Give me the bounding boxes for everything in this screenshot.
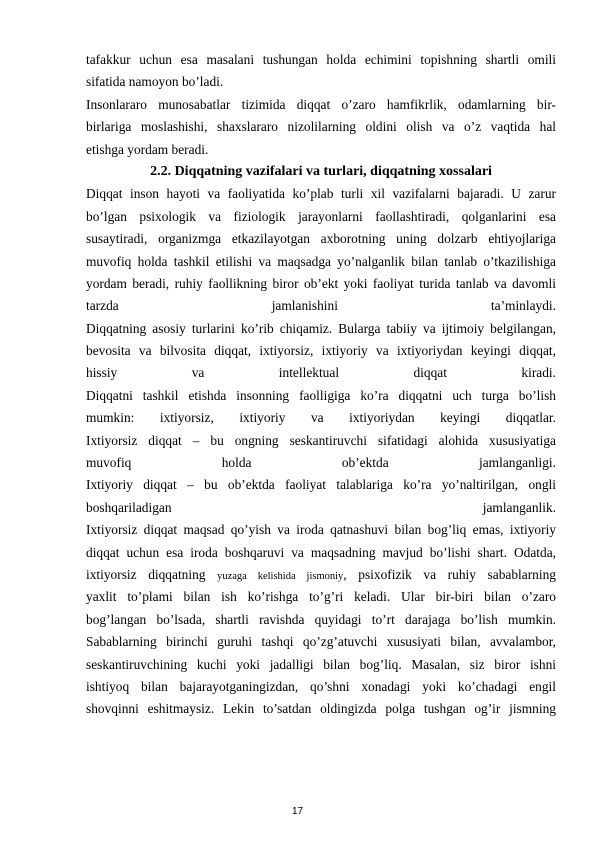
text-line-mixed xyxy=(86,564,556,586)
page-number: 17 xyxy=(291,806,304,817)
text-line: muvofiq holda ob’ektda jamlanganligi. xyxy=(86,455,556,471)
text-line: ishtiyoq bilan bajarayotganingizdan, qo’shni xonadagi yoki ko’chadagi engil xyxy=(86,678,556,694)
text-line: bog’langan bo’lsada, shartli ravishda quyidagi to’rt darajaga bo’lish mumkin. xyxy=(86,611,556,627)
text-line: susaytiradi, organizmga etkazilayotgan axborotning uning dolzarb ehtiyojlariga xyxy=(86,231,556,247)
text-line: tafakkur uchun esa masalani tushungan holda echimini topishning shartli omili xyxy=(86,52,556,67)
text-line: yaxlit to’plami bilan ish ko’rishga to’g’ri keladi. Ular bir-biri bilan o’zaro xyxy=(86,589,556,605)
text-line: shovqinni eshitmaysiz. Lekin to’satdan oldingizda polga tushgan og’ir jismning xyxy=(86,701,556,717)
text-line: yordam beradi, ruhiy faollikning biror ob’ekt yoki faoliyat turida tanlab va davomli xyxy=(86,275,556,291)
text-line: muvofiq holda tashkil etilishi va maqsadga yo’nalganlik bilan tanlab o’tkazilishiga xyxy=(86,253,556,269)
text-line: bo’lgan psixologik va fiziologik jarayonlarni faollashtiradi, qolganlarini esa xyxy=(86,208,556,224)
text-line: sifatida namoyon bo’ladi. xyxy=(86,74,224,90)
text-line: etishga yordam beradi. xyxy=(86,141,209,157)
text-line: Ixtiyorsiz diqqat – bu ongning seskantiruvchi sifatidagi alohida xususiyatiga xyxy=(86,432,556,448)
text-line: hissiy va intellektual diqqat kiradi. xyxy=(86,365,556,381)
text-line: mumkin: ixtiyorsiz, ixtiyoriy va ixtiyoriydan keyingi diqqatlar. xyxy=(86,410,556,426)
text-line: bevosita va bilvosita diqqat, ixtiyorsiz, ixtiyoriy va ixtiyoriydan keyingi diqqat, xyxy=(86,343,556,359)
text-line: diqqat uchun esa iroda boshqaruvi va maqsadning mavjud bo’lishi shart. Odatda, xyxy=(86,544,556,560)
text-line: Diqqatni tashkil etishda insonning faolligiga ko’ra diqqatni uch turga bo’lish xyxy=(86,387,556,403)
text-line: Diqqat inson hayoti va faoliyatida ko’plab turli xil vazifalarni bajaradi. U zarur xyxy=(86,186,556,202)
text-line: Diqqatning asosiy turlarini ko’rib chiqamiz. Bularga tabiiy va ijtimoiy belgilangan, xyxy=(86,320,556,336)
text-segment: , psixofizik va ruhiy sabablarning xyxy=(343,566,556,582)
text-line: Ixtiyorsiz diqqat maqsad qo’yish va iroda qatnashuvi bilan bog’liq emas, ixtiyoriy xyxy=(86,522,556,538)
section-heading: 2.2. Diqqatning vazifalari va turlari, diqqatning xossalari xyxy=(150,163,492,179)
text-line: birlariga moslashishi, shaxslararo nizolilarning oldini olish va o’z vaqtida hal xyxy=(86,119,556,135)
document-page xyxy=(86,49,556,721)
text-line: boshqariladigan jamlanganlik. xyxy=(86,499,556,515)
text-line: Ixtiyoriy diqqat – bu ob’ektda faoliyat talablariga ko’ra yo’naltirilgan, ongli xyxy=(86,477,556,493)
text-line: tarzda jamlanishini ta’minlaydi. xyxy=(86,298,556,314)
text-line: Insonlararo munosabatlar tizimida diqqat o’zaro hamfikrlik, odamlarning bir- xyxy=(86,96,556,112)
text-line: seskantiruvchining kuchi yoki jadalligi bilan bog’liq. Masalan, siz biror ishni xyxy=(86,656,556,672)
text-segment: ixtiyorsiz diqqatning xyxy=(86,566,218,582)
text-line: Sabablarning birinchi guruhi tashqi qo’zg’atuvchi xususiyati bilan, avvalambor, xyxy=(86,634,556,650)
text-segment-small: yuzaga kelishida jismoniy xyxy=(217,570,344,582)
